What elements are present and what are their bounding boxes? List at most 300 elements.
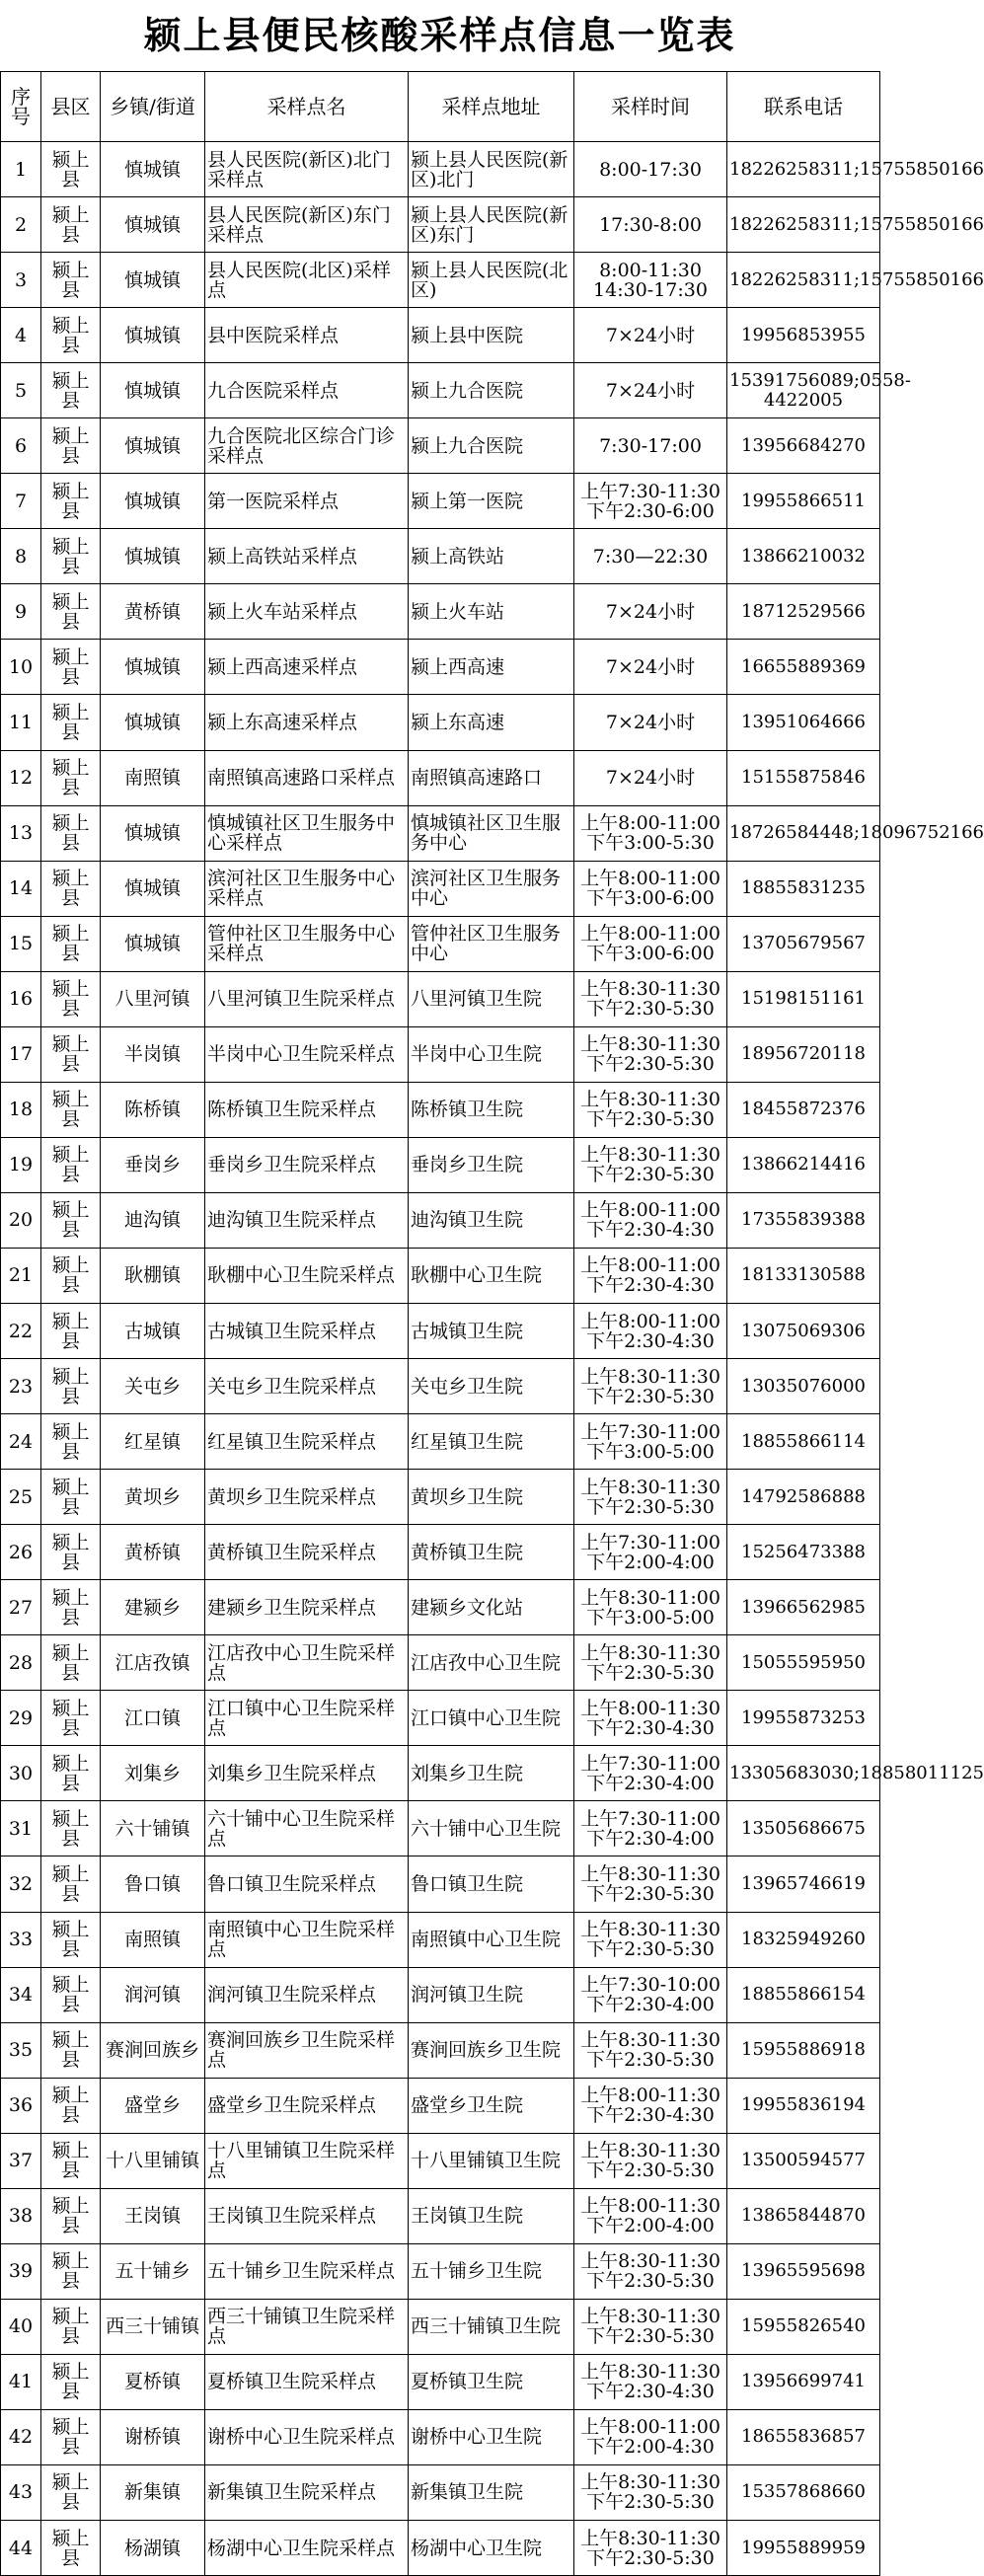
cell-sampling-time: 8:00-17:30: [574, 142, 727, 197]
table-row: [1, 2409, 880, 2464]
cell-county: 颍上县: [41, 2078, 101, 2133]
cell-county: 颍上县: [41, 2133, 101, 2188]
cell-index: 6: [1, 418, 41, 474]
cell-site-address: 鲁口镇卫生院: [409, 1856, 574, 1912]
cell-index: 1: [1, 142, 41, 197]
cell-phone: 18325949260: [727, 1912, 880, 1967]
cell-index: 3: [1, 253, 41, 308]
cell-town: 慎城镇: [101, 308, 205, 363]
cell-site-address: 滨河社区卫生服务中心: [409, 861, 574, 916]
table-row: [1, 916, 880, 971]
table-row: [1, 2133, 880, 2188]
cell-index: 36: [1, 2078, 41, 2133]
table-row: [1, 474, 880, 529]
cell-site-name: 赛涧回族乡卫生院采样点: [205, 2022, 409, 2078]
cell-site-address: 赛涧回族乡卫生院: [409, 2022, 574, 2078]
header-town: 乡镇/街道: [101, 72, 205, 142]
cell-county: 颍上县: [41, 1026, 101, 1082]
cell-town: 慎城镇: [101, 916, 205, 971]
table-row: [1, 805, 880, 861]
cell-site-name: 南照镇高速路口采样点: [205, 750, 409, 805]
cell-site-name: 新集镇卫生院采样点: [205, 2464, 409, 2520]
cell-town: 黄坝乡: [101, 1470, 205, 1525]
cell-county: 颍上县: [41, 916, 101, 971]
cell-index: 24: [1, 1414, 41, 1470]
cell-site-address: 黄桥镇卫生院: [409, 1525, 574, 1580]
cell-site-address: 颍上火车站: [409, 584, 574, 640]
table-row: [1, 1359, 880, 1414]
cell-site-address: 王岗镇卫生院: [409, 2188, 574, 2243]
table-row: [1, 1082, 880, 1137]
cell-county: 颍上县: [41, 529, 101, 584]
cell-site-address: 杨湖中心卫生院: [409, 2521, 574, 2576]
cell-phone: 13966562985: [727, 1580, 880, 1635]
cell-site-name: 第一医院采样点: [205, 474, 409, 529]
cell-county: 颍上县: [41, 805, 101, 861]
cell-index: 40: [1, 2299, 41, 2354]
cell-site-address: 颍上九合医院: [409, 363, 574, 418]
cell-town: 慎城镇: [101, 695, 205, 750]
cell-sampling-time: 7×24小时: [574, 750, 727, 805]
cell-site-name: 十八里铺镇卫生院采样点: [205, 2133, 409, 2188]
cell-phone: 18855866114: [727, 1414, 880, 1470]
cell-town: 建颍乡: [101, 1580, 205, 1635]
cell-index: 41: [1, 2354, 41, 2409]
cell-site-address: 关屯乡卫生院: [409, 1359, 574, 1414]
header-site-name: 采样点名: [205, 72, 409, 142]
cell-site-name: 润河镇卫生院采样点: [205, 1967, 409, 2022]
cell-site-address: 颍上东高速: [409, 695, 574, 750]
cell-sampling-time: 7:30—22:30: [574, 529, 727, 584]
cell-county: 颍上县: [41, 1967, 101, 2022]
cell-site-address: 颍上九合医院: [409, 418, 574, 474]
cell-sampling-time: 上午8:00-11:00 下午3:00-6:00: [574, 916, 727, 971]
cell-site-address: 红星镇卫生院: [409, 1414, 574, 1470]
cell-town: 黄桥镇: [101, 584, 205, 640]
table-row: [1, 861, 880, 916]
cell-site-address: 陈桥镇卫生院: [409, 1082, 574, 1137]
table-row: [1, 142, 880, 197]
cell-site-address: 颍上高铁站: [409, 529, 574, 584]
cell-town: 慎城镇: [101, 861, 205, 916]
cell-site-address: 颍上县人民医院(新区)北门: [409, 142, 574, 197]
cell-town: 慎城镇: [101, 253, 205, 308]
cell-town: 慎城镇: [101, 529, 205, 584]
cell-index: 7: [1, 474, 41, 529]
cell-town: 杨湖镇: [101, 2521, 205, 2576]
cell-town: 五十铺乡: [101, 2243, 205, 2299]
table-row: [1, 363, 880, 418]
cell-phone: 13035076000: [727, 1359, 880, 1414]
header-county: 县区: [41, 72, 101, 142]
cell-phone: 18133130588: [727, 1248, 880, 1303]
header-sampling-time: 采样时间: [574, 72, 727, 142]
cell-town: 慎城镇: [101, 197, 205, 253]
cell-town: 谢桥镇: [101, 2409, 205, 2464]
cell-site-address: 颍上县人民医院(北区): [409, 253, 574, 308]
cell-index: 19: [1, 1137, 41, 1192]
cell-phone: 19955866511: [727, 474, 880, 529]
cell-phone: 15391756089;0558-4422005: [727, 363, 880, 418]
cell-phone: 13705679567: [727, 916, 880, 971]
cell-site-address: 管仲社区卫生服务中心: [409, 916, 574, 971]
cell-sampling-time: 上午8:00-11:00 下午2:30-4:30: [574, 1248, 727, 1303]
cell-phone: 17355839388: [727, 1192, 880, 1248]
cell-site-address: 刘集乡卫生院: [409, 1746, 574, 1801]
cell-index: 37: [1, 2133, 41, 2188]
cell-sampling-time: 上午8:30-11:30 下午2:30-5:30: [574, 1635, 727, 1691]
cell-site-address: 润河镇卫生院: [409, 1967, 574, 2022]
cell-sampling-time: 上午8:30-11:30 下午2:30-5:30: [574, 1137, 727, 1192]
cell-sampling-time: 上午8:30-11:30 下午2:30-5:30: [574, 1026, 727, 1082]
cell-index: 33: [1, 1912, 41, 1967]
table-row: [1, 971, 880, 1026]
cell-site-name: 九合医院采样点: [205, 363, 409, 418]
cell-sampling-time: 上午8:30-11:30 下午2:30-5:30: [574, 1359, 727, 1414]
cell-site-name: 九合医院北区综合门诊采样点: [205, 418, 409, 474]
table-row: [1, 1801, 880, 1856]
cell-town: 黄桥镇: [101, 1525, 205, 1580]
cell-phone: 18855831235: [727, 861, 880, 916]
cell-site-address: 十八里铺镇卫生院: [409, 2133, 574, 2188]
cell-town: 慎城镇: [101, 418, 205, 474]
cell-phone: 13305683030;18858011125: [727, 1746, 880, 1801]
cell-sampling-time: 上午8:30-11:30 下午2:30-5:30: [574, 2133, 727, 2188]
cell-index: 15: [1, 916, 41, 971]
cell-index: 16: [1, 971, 41, 1026]
cell-site-address: 五十铺乡卫生院: [409, 2243, 574, 2299]
table-row: [1, 308, 880, 363]
cell-town: 十八里铺镇: [101, 2133, 205, 2188]
table-row: [1, 1525, 880, 1580]
header-phone: 联系电话: [727, 72, 880, 142]
cell-county: 颍上县: [41, 2521, 101, 2576]
cell-index: 12: [1, 750, 41, 805]
cell-index: 34: [1, 1967, 41, 2022]
cell-county: 颍上县: [41, 474, 101, 529]
cell-county: 颍上县: [41, 1137, 101, 1192]
table-row: [1, 529, 880, 584]
cell-index: 5: [1, 363, 41, 418]
cell-sampling-time: 7×24小时: [574, 308, 727, 363]
table-row: [1, 418, 880, 474]
cell-county: 颍上县: [41, 2243, 101, 2299]
table-row: [1, 2022, 880, 2078]
cell-county: 颍上县: [41, 2188, 101, 2243]
cell-site-address: 夏桥镇卫生院: [409, 2354, 574, 2409]
cell-site-name: 半岗中心卫生院采样点: [205, 1026, 409, 1082]
cell-town: 润河镇: [101, 1967, 205, 2022]
cell-county: 颍上县: [41, 750, 101, 805]
table-row: [1, 2188, 880, 2243]
page-title: 颍上县便民核酸采样点信息一览表: [143, 14, 736, 57]
cell-town: 南照镇: [101, 750, 205, 805]
cell-sampling-time: 上午8:30-11:30 下午2:30-5:30: [574, 2464, 727, 2520]
cell-county: 颍上县: [41, 2354, 101, 2409]
cell-index: 9: [1, 584, 41, 640]
cell-county: 颍上县: [41, 253, 101, 308]
cell-index: 20: [1, 1192, 41, 1248]
cell-site-name: 古城镇卫生院采样点: [205, 1303, 409, 1358]
cell-site-address: 谢桥中心卫生院: [409, 2409, 574, 2464]
cell-county: 颍上县: [41, 861, 101, 916]
cell-site-name: 刘集乡卫生院采样点: [205, 1746, 409, 1801]
cell-phone: 15055595950: [727, 1635, 880, 1691]
table-row: [1, 2354, 880, 2409]
cell-index: 28: [1, 1635, 41, 1691]
cell-town: 赛涧回族乡: [101, 2022, 205, 2078]
cell-site-name: 滨河社区卫生服务中心采样点: [205, 861, 409, 916]
cell-town: 八里河镇: [101, 971, 205, 1026]
cell-sampling-time: 上午8:00-11:00 下午2:00-4:30: [574, 2409, 727, 2464]
cell-county: 颍上县: [41, 971, 101, 1026]
cell-town: 耿棚镇: [101, 1248, 205, 1303]
cell-index: 25: [1, 1470, 41, 1525]
cell-county: 颍上县: [41, 363, 101, 418]
table-row: [1, 1856, 880, 1912]
cell-county: 颍上县: [41, 2022, 101, 2078]
cell-sampling-time: 上午7:30-11:00 下午2:30-4:00: [574, 1746, 727, 1801]
table-row: [1, 1746, 880, 1801]
cell-town: 西三十铺镇: [101, 2299, 205, 2354]
table-row: [1, 640, 880, 695]
cell-site-name: 夏桥镇卫生院采样点: [205, 2354, 409, 2409]
table-row: [1, 1026, 880, 1082]
cell-town: 红星镇: [101, 1414, 205, 1470]
cell-phone: 18655836857: [727, 2409, 880, 2464]
cell-index: 44: [1, 2521, 41, 2576]
cell-site-name: 西三十铺镇卫生院采样点: [205, 2299, 409, 2354]
cell-county: 颍上县: [41, 2464, 101, 2520]
cell-index: 10: [1, 640, 41, 695]
cell-county: 颍上县: [41, 1691, 101, 1746]
table-body: [1, 142, 984, 2576]
cell-phone: 15155875846: [727, 750, 880, 805]
header-site-address: 采样点地址: [409, 72, 574, 142]
cell-town: 夏桥镇: [101, 2354, 205, 2409]
cell-site-name: 慎城镇社区卫生服务中心采样点: [205, 805, 409, 861]
cell-site-address: 古城镇卫生院: [409, 1303, 574, 1358]
cell-index: 23: [1, 1359, 41, 1414]
cell-site-name: 黄坝乡卫生院采样点: [205, 1470, 409, 1525]
cell-county: 颍上县: [41, 1082, 101, 1137]
cell-index: 32: [1, 1856, 41, 1912]
cell-index: 26: [1, 1525, 41, 1580]
cell-site-name: 王岗镇卫生院采样点: [205, 2188, 409, 2243]
cell-site-name: 六十铺中心卫生院采样点: [205, 1801, 409, 1856]
cell-sampling-time: 7×24小时: [574, 363, 727, 418]
cell-index: 43: [1, 2464, 41, 2520]
cell-county: 颍上县: [41, 1359, 101, 1414]
cell-sampling-time: 上午8:30-11:30 下午2:30-5:30: [574, 1856, 727, 1912]
cell-site-name: 鲁口镇卫生院采样点: [205, 1856, 409, 1912]
cell-phone: 19955873253: [727, 1691, 880, 1746]
cell-site-name: 颍上东高速采样点: [205, 695, 409, 750]
cell-phone: 15955826540: [727, 2299, 880, 2354]
cell-index: 31: [1, 1801, 41, 1856]
cell-phone: 16655889369: [727, 640, 880, 695]
cell-phone: 18226258311;15755850166: [727, 142, 880, 197]
cell-town: 慎城镇: [101, 142, 205, 197]
cell-phone: 13956684270: [727, 418, 880, 474]
cell-phone: 15357868660: [727, 2464, 880, 2520]
cell-site-name: 县中医院采样点: [205, 308, 409, 363]
cell-sampling-time: 上午8:00-11:00 下午3:00-6:00: [574, 861, 727, 916]
table-row: [1, 1691, 880, 1746]
header-index: 序号: [1, 72, 41, 142]
cell-site-name: 盛堂乡卫生院采样点: [205, 2078, 409, 2133]
cell-county: 颍上县: [41, 1470, 101, 1525]
cell-county: 颍上县: [41, 1912, 101, 1967]
cell-site-name: 南照镇中心卫生院采样点: [205, 1912, 409, 1967]
cell-town: 王岗镇: [101, 2188, 205, 2243]
cell-site-name: 管仲社区卫生服务中心采样点: [205, 916, 409, 971]
cell-county: 颍上县: [41, 1248, 101, 1303]
cell-town: 新集镇: [101, 2464, 205, 2520]
cell-sampling-time: 上午8:00-11:00 下午3:00-5:30: [574, 805, 727, 861]
cell-site-address: 江口镇中心卫生院: [409, 1691, 574, 1746]
cell-sampling-time: 上午7:30-11:00 下午2:00-4:00: [574, 1525, 727, 1580]
cell-county: 颍上县: [41, 1635, 101, 1691]
cell-phone: 13866210032: [727, 529, 880, 584]
table-row: [1, 1192, 880, 1248]
cell-site-address: 八里河镇卫生院: [409, 971, 574, 1026]
table-row: [1, 2078, 880, 2133]
cell-sampling-time: 上午8:30-11:30 下午2:30-5:30: [574, 971, 727, 1026]
table-row: [1, 2243, 880, 2299]
table-row: [1, 1967, 880, 2022]
cell-site-name: 颍上西高速采样点: [205, 640, 409, 695]
cell-sampling-time: 上午8:30-11:30 下午2:30-4:30: [574, 2354, 727, 2409]
cell-site-address: 耿棚中心卫生院: [409, 1248, 574, 1303]
cell-county: 颍上县: [41, 1856, 101, 1912]
cell-site-address: 慎城镇社区卫生服务中心: [409, 805, 574, 861]
table-header-row: [1, 72, 880, 142]
cell-site-address: 南照镇高速路口: [409, 750, 574, 805]
cell-phone: 15955886918: [727, 2022, 880, 2078]
cell-town: 慎城镇: [101, 640, 205, 695]
cell-index: 42: [1, 2409, 41, 2464]
cell-site-address: 颍上县中医院: [409, 308, 574, 363]
cell-sampling-time: 上午8:00-11:30 下午2:30-4:30: [574, 2078, 727, 2133]
cell-phone: 18226258311;15755850166: [727, 197, 880, 253]
cell-town: 鲁口镇: [101, 1856, 205, 1912]
cell-sampling-time: 上午8:30-11:30 下午2:30-5:30: [574, 1912, 727, 1967]
table-row: [1, 750, 880, 805]
cell-site-name: 八里河镇卫生院采样点: [205, 971, 409, 1026]
cell-site-name: 县人民医院(北区)采样点: [205, 253, 409, 308]
cell-county: 颍上县: [41, 308, 101, 363]
cell-site-address: 盛堂乡卫生院: [409, 2078, 574, 2133]
cell-town: 盛堂乡: [101, 2078, 205, 2133]
cell-phone: 13965746619: [727, 1856, 880, 1912]
cell-index: 2: [1, 197, 41, 253]
cell-site-address: 江店孜中心卫生院: [409, 1635, 574, 1691]
cell-town: 陈桥镇: [101, 1082, 205, 1137]
cell-sampling-time: 17:30-8:00: [574, 197, 727, 253]
cell-sampling-time: 上午8:30-11:30 下午2:30-5:30: [574, 2243, 727, 2299]
table-row: [1, 1635, 880, 1691]
cell-index: 22: [1, 1303, 41, 1358]
table-row: [1, 584, 880, 640]
cell-site-name: 五十铺乡卫生院采样点: [205, 2243, 409, 2299]
cell-phone: 19956853955: [727, 308, 880, 363]
cell-site-address: 南照镇中心卫生院: [409, 1912, 574, 1967]
cell-county: 颍上县: [41, 2409, 101, 2464]
cell-phone: 13965595698: [727, 2243, 880, 2299]
cell-county: 颍上县: [41, 1525, 101, 1580]
cell-site-address: 六十铺中心卫生院: [409, 1801, 574, 1856]
cell-index: 4: [1, 308, 41, 363]
cell-index: 39: [1, 2243, 41, 2299]
cell-index: 14: [1, 861, 41, 916]
cell-county: 颍上县: [41, 1414, 101, 1470]
cell-town: 半岗镇: [101, 1026, 205, 1082]
sampling-sites-table: [0, 71, 984, 2576]
cell-site-name: 杨湖中心卫生院采样点: [205, 2521, 409, 2576]
cell-index: 13: [1, 805, 41, 861]
table-row: [1, 197, 880, 253]
cell-site-name: 关屯乡卫生院采样点: [205, 1359, 409, 1414]
cell-index: 18: [1, 1082, 41, 1137]
cell-sampling-time: 8:00-11:30 14:30-17:30: [574, 253, 727, 308]
cell-sampling-time: 上午8:30-11:30 下午2:30-5:30: [574, 1082, 727, 1137]
cell-sampling-time: 上午8:30-11:00 下午3:00-5:00: [574, 1580, 727, 1635]
cell-index: 38: [1, 2188, 41, 2243]
cell-sampling-time: 7×24小时: [574, 584, 727, 640]
table-row: [1, 695, 880, 750]
cell-sampling-time: 上午8:30-11:30 下午2:30-5:30: [574, 2299, 727, 2354]
cell-sampling-time: 上午7:30-10:00 下午2:30-4:00: [574, 1967, 727, 2022]
cell-town: 关屯乡: [101, 1359, 205, 1414]
cell-county: 颍上县: [41, 2299, 101, 2354]
cell-site-address: 半岗中心卫生院: [409, 1026, 574, 1082]
cell-county: 颍上县: [41, 1746, 101, 1801]
cell-phone: 15198151161: [727, 971, 880, 1026]
cell-town: 江店孜镇: [101, 1635, 205, 1691]
cell-sampling-time: 7:30-17:00: [574, 418, 727, 474]
cell-town: 慎城镇: [101, 805, 205, 861]
cell-site-name: 耿棚中心卫生院采样点: [205, 1248, 409, 1303]
cell-town: 江口镇: [101, 1691, 205, 1746]
cell-sampling-time: 上午7:30-11:30 下午2:30-6:00: [574, 474, 727, 529]
cell-phone: 19955836194: [727, 2078, 880, 2133]
table-row: [1, 1137, 880, 1192]
cell-county: 颍上县: [41, 1303, 101, 1358]
cell-site-name: 垂岗乡卫生院采样点: [205, 1137, 409, 1192]
cell-site-address: 颍上县人民医院(新区)东门: [409, 197, 574, 253]
cell-site-address: 黄坝乡卫生院: [409, 1470, 574, 1525]
cell-site-address: 建颍乡文化站: [409, 1580, 574, 1635]
cell-county: 颍上县: [41, 197, 101, 253]
cell-index: 8: [1, 529, 41, 584]
cell-site-name: 陈桥镇卫生院采样点: [205, 1082, 409, 1137]
cell-phone: 15256473388: [727, 1525, 880, 1580]
table-row: [1, 2521, 880, 2576]
cell-county: 颍上县: [41, 1801, 101, 1856]
cell-county: 颍上县: [41, 142, 101, 197]
table-row: [1, 1580, 880, 1635]
cell-sampling-time: 上午8:00-11:00 下午2:30-4:30: [574, 1192, 727, 1248]
cell-site-address: 西三十铺镇卫生院: [409, 2299, 574, 2354]
cell-town: 六十铺镇: [101, 1801, 205, 1856]
table-row: [1, 2299, 880, 2354]
cell-sampling-time: 上午8:00-11:30 下午2:30-4:30: [574, 1691, 727, 1746]
cell-county: 颍上县: [41, 584, 101, 640]
cell-index: 30: [1, 1746, 41, 1801]
table-row: [1, 1414, 880, 1470]
cell-town: 慎城镇: [101, 363, 205, 418]
